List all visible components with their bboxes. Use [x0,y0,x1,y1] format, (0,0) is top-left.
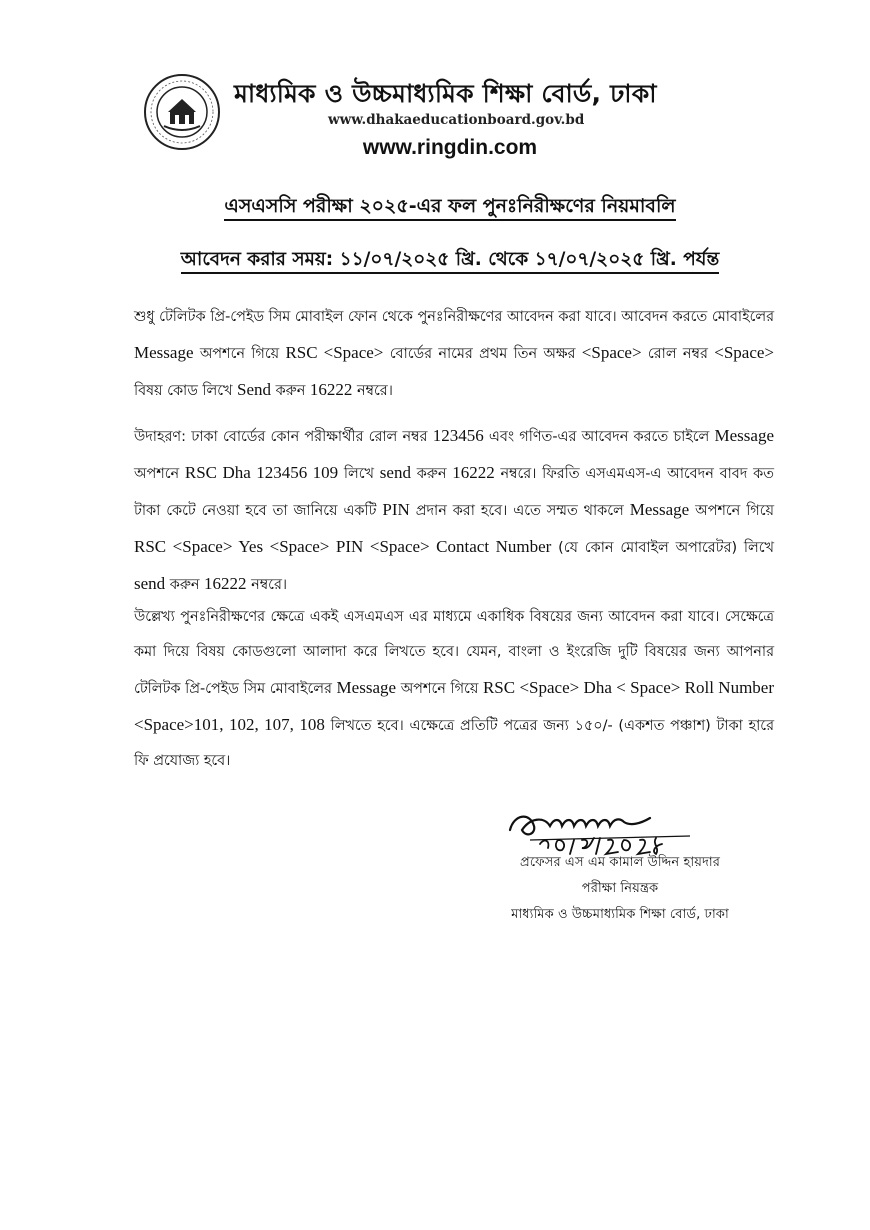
signatory-block [410,850,830,928]
instruction-paragraph-1: শুধু টেলিটক প্রি-পেইড সিম মোবাইল ফোন থেকে পুনঃনিরীক্ষণের আবেদন করা যাবে। আবেদন করতে মোবাইলের Message অপশনে গিয়ে RSC <Space> বোর্ডের নামের প্রথম তিন অক্ষর <Space> রোল নম্বর <Space> বিষয় কোড লিখে Send করুন 16222 নম্বরে। [134,309,774,399]
board-website: www.dhakaeducationboard.gov.bd [328,112,585,128]
multiple-subjects-paragraph: উল্লেখ্য পুনঃনিরীক্ষণের ক্ষেত্রে একই এসএমএস এর মাধ্যমে একাধিক বিষয়ের জন্য আবেদন করা যাবে। সেক্ষেত্রে কমা দিয়ে বিষয় কোডগুলো আলাদা করে লিখতে হবে। যেমন, বাংলা ও ইংরেজি দুটি বিষয়ের জন্য আপনার টেলিটক প্রি-পেইড সিম মোবাইলের Message অপশনে গিয়ে RSC <Space> Dha < Space> Roll Number <Space>101, 102, 107, 108 লিখতে হবে। এক্ষেত্রে প্রতিটি পত্রের জন্য ১৫০/- (একশত পঞ্চাশ) টাকা হারে ফি প্রযোজ্য হবে। [134,609,775,769]
board-name: মাধ্যমিক ও উচ্চমাধ্যমিক শিক্ষা বোর্ড, ঢাকা [234,79,657,108]
signatory-office: মাধ্যমিক ও উচ্চমাধ্যমিক শিক্ষা বোর্ড, ঢাকা [511,907,729,922]
signatory-designation: পরীক্ষা নিয়ন্ত্রক [581,881,659,896]
notice-title: এসএসসি পরীক্ষা ২০২৫-এর ফল পুনঃনিরীক্ষণের নিয়মাবলি [0,192,870,224]
signatory-name: প্রফেসর এস এম কামাল উদ্দিন হায়দার [519,855,721,870]
application-period: আবেদন করার সময়: ১১/০৭/২০২৫ খ্রি. থেকে ১৭/০৭/২০২৫ খ্রি. পর্যন্ত [0,245,870,276]
example-paragraph: উদাহরণ: ঢাকা বোর্ডের কোন পরীক্ষার্থীর রোল নম্বর 123456 এবং গণিত-এর আবেদন করতে চাইলে Message অপশনে RSC Dha 123456 109 লিখে send করুন 16222 নম্বরে। ফিরতি এসএমএস-এ আবেদন বাবদ কত টাকা কেটে নেওয়া হবে তা জানিয়ে একটি PIN প্রদান করা হবে। এতে সম্মত থাকলে Message অপশনে গিয়ে RSC <Space> Yes <Space> PIN <Space> Contact Number (যে কোন মোবাইল অপারেটর) লিখে send করুন 16222 নম্বরে। [134,426,775,593]
watermark-site: www.ringdin.com [362,136,538,159]
